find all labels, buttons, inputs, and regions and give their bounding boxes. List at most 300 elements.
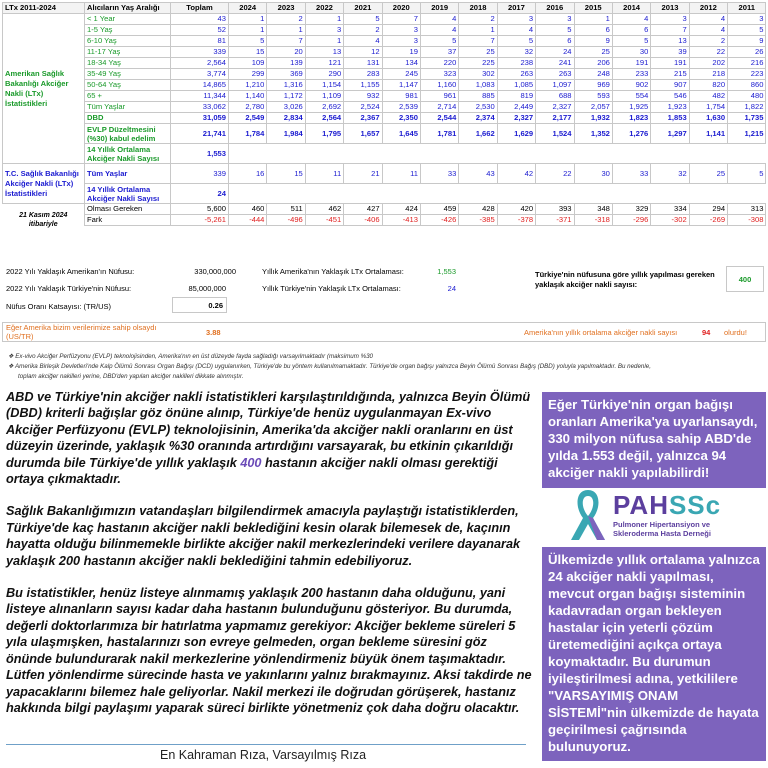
row-label: 65 + [85, 91, 171, 102]
cell-value: 33 [420, 164, 458, 184]
cell-value: 348 [574, 204, 612, 215]
callout-usa-comparison: Eğer Türkiye'nin organ bağışı oranları Amerika'ya uyarlansaydı, 330 milyon nüfusa sahip ABD'de yılda 1.553 değil, yalnızca 94 akciğer nakli yapılabilirdi! [542, 392, 766, 488]
cell-value: 11 [305, 164, 343, 184]
cell-value: 24 [536, 47, 574, 58]
cell-value: 15 [267, 164, 305, 184]
article-paragraph-2: Sağlık Bakanlığımızın vatandaşları bilgilendirmek amacıyla paylaştığı istatistiklerden, Türkiye'de kaç hastanın akciğer nakli beklediğini kesin olarak bilemesek de, kaçının hayatta olduğu bilinmemekle birlikte akciğer nakil merkezlerindeki verilere dayanarak yaklaşık 200 hastanın akciğer nakli beklediğini tahmin edebiliyoruz. [6, 504, 521, 568]
cell-value: 215 [651, 69, 689, 80]
cell-value: 15 [229, 47, 267, 58]
cell-value: 299 [229, 69, 267, 80]
tr-all-label: Tüm Yaşlar [85, 164, 171, 184]
article-body [6, 389, 536, 732]
cell-value: 1 [305, 36, 343, 47]
cell-value: 202 [689, 58, 727, 69]
cell-value: 5 [420, 36, 458, 47]
cell-value: 134 [382, 58, 420, 69]
us-population-value: 330,000,000 [194, 267, 236, 276]
cell-value: 2,834 [267, 113, 305, 124]
cell-value: 1,932 [574, 113, 612, 124]
cell-value: 1,172 [267, 91, 305, 102]
cell-value: 1 [267, 25, 305, 36]
cell-value: 2,692 [305, 102, 343, 113]
diff-label: Fark [85, 215, 171, 226]
year-header: 2018 [459, 3, 497, 14]
cell-value: 1,629 [497, 124, 535, 144]
total-column-header: Toplam [171, 3, 229, 14]
table-row [3, 80, 766, 91]
year-header: 2024 [229, 3, 267, 14]
cell-value: 688 [536, 91, 574, 102]
cell-value: 427 [344, 204, 382, 215]
cell-value: 593 [574, 91, 612, 102]
cell-value: 109 [229, 58, 267, 69]
table-row [3, 69, 766, 80]
table-row [3, 164, 766, 184]
cell-value: 39 [651, 47, 689, 58]
logo-subtitle: Pulmoner Hipertansiyon ve Skleroderma Hasta Derneği [613, 520, 711, 538]
row-total: 11,344 [171, 91, 229, 102]
us-avg-label: 14 Yıllık Ortalama Akciğer Nakli Sayısı [85, 144, 171, 164]
cell-value: 263 [536, 69, 574, 80]
cell-value: 5 [229, 36, 267, 47]
row-label: 18-34 Yaş [85, 58, 171, 69]
cell-value: 4 [420, 25, 458, 36]
cell-value: 3 [382, 25, 420, 36]
cell-value: 819 [497, 91, 535, 102]
cell-value: 1,923 [651, 102, 689, 113]
cell-value: 30 [574, 164, 612, 184]
cell-value: 2,524 [344, 102, 382, 113]
row-label: < 1 Year [85, 14, 171, 25]
row-total: 2,564 [171, 58, 229, 69]
cell-value: 459 [420, 204, 458, 215]
table-row [3, 184, 766, 204]
cell-value: 32 [497, 47, 535, 58]
cell-value: 2,530 [459, 102, 497, 113]
footnote-2: ❖ Amerika Birleşik Devletleri'nde Kalp Ölümü Sonrası Organ Bağışı (DCD) uygulanırken, Türkiye'de bu yöntem kullanılmamaktadır. Türkiye'de organ bağışı yalnızca Beyin Ölümü Sonrası Bağış (DBD) yoluyla yapılmaktadır. Bu nedenle, [8, 363, 651, 370]
cell-value: 482 [689, 91, 727, 102]
pahssc-logo [565, 486, 765, 542]
cell-value: 1,853 [651, 113, 689, 124]
row-total: 31,059 [171, 113, 229, 124]
cell-value: 6 [574, 25, 612, 36]
callout-presumed-consent: Ülkemizde yıllık ortalama yalnızca 24 akciğer nakli yapılması, mevcut organ bağışı sisteminin kadavradan organ bekleyen hastalar için yeterli çözüm üretemediğini açıkça ortaya koymaktadır. Bu durumun iyileştirilmesi adına, yetkililere "VARSAYIMIŞ ONAM SİSTEMİ"nin ülkemizde de hayata geçirilmesi çağrısında bulunuyoruz. [542, 547, 766, 761]
cell-value: 30 [612, 47, 650, 58]
cell-value: 121 [305, 58, 343, 69]
cell-value: 22 [689, 47, 727, 58]
cell-value: 424 [382, 204, 420, 215]
diff-total: -5,261 [171, 215, 229, 226]
cell-value: 206 [574, 58, 612, 69]
cell-value: 19 [382, 47, 420, 58]
cell-value: 2,539 [382, 102, 420, 113]
table-row [3, 25, 766, 36]
cell-value: 2 [344, 25, 382, 36]
cell-value: 223 [728, 69, 766, 80]
us-annual-suffix: olurdu! [724, 328, 747, 337]
date-note: 21 Kasım 2024 itibariyle [19, 212, 68, 229]
table-row [3, 204, 766, 215]
if-value: 3.88 [206, 328, 221, 337]
row-label: 11-17 Yaş [85, 47, 171, 58]
cell-value: 13 [651, 36, 689, 47]
article-paragraph-1: ABD ve Türkiye'nin akciğer nakli istatistikleri karşılaştırıldığında, yalnızca Beyin Ölümü (DBD) kriterli bağışlar göz önüne alınıp, Türkiye'de henüz uygulanmayan Ex-vivo Akciğer Perfüzyonu (EVLP) teknolojisinin, Amerika'da akciğer nakli oranlarını en üst düzeyin üzerinde, yaklaşık %30 oranında artırdığını varsayarak, bu etkinin çıkarıldığı durumda bile Türkiye'de yıllık yaklaşık 400 hastanın akciğer nakli olması gerektiği ortaya çıkmaktadır. [6, 390, 531, 487]
cell-value: -296 [612, 215, 650, 226]
cell-value: 1 [305, 14, 343, 25]
cell-value: 6 [612, 25, 650, 36]
cell-value: 32 [651, 164, 689, 184]
footnote-3: toplam akciğer nakilleri yerine, DBD'den yapılan akciğer nakilleri dikkate alınmıştır. [18, 373, 244, 380]
cell-value: 2,564 [305, 113, 343, 124]
cell-value: 290 [305, 69, 343, 80]
cell-value: 1,141 [689, 124, 727, 144]
cell-value: 241 [536, 58, 574, 69]
cell-value: 1,754 [689, 102, 727, 113]
cell-value: 393 [536, 204, 574, 215]
cell-value: 245 [382, 69, 420, 80]
article-paragraph-3: Bu istatistikler, henüz listeye alınmamış yaklaşık 200 hastanın daha olduğunu, yani listeye alınanların sayısı kadar daha hastanın bulunduğunu gösteriyor. Bu durumda, değerli doktorlarımıza bir hatırlatma yapmamız gerekiyor: Akciğer bekleme süreleri 5 yıla ulaşmışken, hastalarınızı son evreye gelmeden, organ bekleme süresini göz önünde bulundurarak nakil merkezlerine yönlendirmeniz büyük önem taşımaktadır. Lütfen yönlendirme sürecinde hasta ve yakınlarını yalnız bırakmayınız. Aksi takdirde ne yapacaklarını bilemez hale geliyorlar. Nakil merkezi ile doğrudan görüşerek, hastanız hakkında bilgi paylaşımı yaparak süreci birlikte yönetmeniz çok daha doğru olacaktır. [6, 586, 532, 715]
cell-value: 1,160 [420, 80, 458, 91]
cell-value: -413 [382, 215, 420, 226]
cell-value: 1,645 [382, 124, 420, 144]
cell-value: 248 [574, 69, 612, 80]
cell-value: -308 [728, 215, 766, 226]
cell-value: 3 [382, 36, 420, 47]
cell-value: 313 [728, 204, 766, 215]
table-row [3, 144, 766, 164]
cell-value: 216 [728, 58, 766, 69]
cell-value: 7 [651, 25, 689, 36]
need-value: 400 [726, 266, 764, 292]
cell-value: 969 [574, 80, 612, 91]
tr-avg-label: Yıllık Türkiye'nin Yaklaşık LTx Ortalaması: [262, 284, 401, 293]
cell-value: 460 [229, 204, 267, 215]
cell-value: 334 [651, 204, 689, 215]
row-label: Tüm Yaşlar [85, 102, 171, 113]
cell-value: 1 [459, 25, 497, 36]
cell-value: 369 [267, 69, 305, 80]
cell-value: 1,215 [728, 124, 766, 144]
row-total: 52 [171, 25, 229, 36]
cell-value: 885 [459, 91, 497, 102]
us-avg-value: 1,553 [437, 267, 456, 276]
cell-value: 5 [728, 25, 766, 36]
year-header: 2011 [728, 3, 766, 14]
cell-value: 1,925 [612, 102, 650, 113]
cell-value: 2 [689, 36, 727, 47]
cell-value: 2,549 [229, 113, 267, 124]
cell-value: 1,210 [229, 80, 267, 91]
cell-value: -385 [459, 215, 497, 226]
cell-value: 981 [382, 91, 420, 102]
cell-value: 1,097 [536, 80, 574, 91]
cell-value: 428 [459, 204, 497, 215]
tr-avg-value: 24 [447, 284, 456, 293]
cell-value: -269 [689, 215, 727, 226]
cell-value: -451 [305, 215, 343, 226]
should-label: Olması Gereken [85, 204, 171, 215]
cell-value: 1,524 [536, 124, 574, 144]
year-header: 2017 [497, 3, 535, 14]
cell-value: 1,781 [420, 124, 458, 144]
ratio-label: Nüfus Oranı Katsayısı: (TR/US) [6, 302, 112, 311]
cell-value: 21 [344, 164, 382, 184]
cell-value: 420 [497, 204, 535, 215]
cell-value: 1,109 [305, 91, 343, 102]
cell-value: 225 [459, 58, 497, 69]
cell-value: 2 [459, 14, 497, 25]
table-row [3, 102, 766, 113]
cell-value: 302 [459, 69, 497, 80]
row-total: 43 [171, 14, 229, 25]
cell-value: 26 [728, 47, 766, 58]
cell-value: 4 [344, 36, 382, 47]
cell-value: 2,327 [536, 102, 574, 113]
cell-value: 294 [689, 204, 727, 215]
cell-value: 1,984 [267, 124, 305, 144]
evlp-total: 21,741 [171, 124, 229, 144]
cell-value: 4 [689, 14, 727, 25]
table-row [3, 36, 766, 47]
year-header: 2012 [689, 3, 727, 14]
cell-value: 7 [382, 14, 420, 25]
cell-value: 6 [536, 36, 574, 47]
if-label: Eğer Amerika bizim verilerimize sahip olsaydı (US/TR) [6, 323, 157, 341]
cell-value: -378 [497, 215, 535, 226]
cell-value: 1,823 [612, 113, 650, 124]
cell-value: 13 [305, 47, 343, 58]
cell-value: 1,735 [728, 113, 766, 124]
cell-value: 1,147 [382, 80, 420, 91]
cell-value: 1,795 [305, 124, 343, 144]
cell-value: 2,350 [382, 113, 420, 124]
cell-value: 218 [689, 69, 727, 80]
cell-value: 1,662 [459, 124, 497, 144]
cell-value: 33 [612, 164, 650, 184]
cell-value: 462 [305, 204, 343, 215]
year-header: 2020 [382, 3, 420, 14]
cell-value: -426 [420, 215, 458, 226]
cell-value: 907 [651, 80, 689, 91]
cell-value: 1,630 [689, 113, 727, 124]
cell-value: 2,374 [459, 113, 497, 124]
cell-value: 1,276 [612, 124, 650, 144]
table-row [3, 226, 766, 237]
row-label: 35-49 Yaş [85, 69, 171, 80]
divider [6, 744, 526, 745]
tr-population-value: 85,000,000 [188, 284, 226, 293]
cell-value: 4 [420, 14, 458, 25]
tr-all-total: 339 [171, 164, 229, 184]
cell-value: 22 [536, 164, 574, 184]
cell-value: 12 [344, 47, 382, 58]
cell-value: 554 [612, 91, 650, 102]
cell-value: 43 [459, 164, 497, 184]
cell-value: 4 [612, 14, 650, 25]
cell-value: 4 [497, 25, 535, 36]
ratio-value: 0.26 [172, 297, 227, 313]
cell-value: 3 [497, 14, 535, 25]
cell-value: 2,544 [420, 113, 458, 124]
logo-text: PAHSSc [613, 490, 722, 520]
tr-avg-label: 14 Yıllık Ortalama Akciğer Nakli Sayısı [85, 184, 171, 204]
year-header: 2022 [305, 3, 343, 14]
cell-value: 932 [344, 91, 382, 102]
row-label: 50-64 Yaş [85, 80, 171, 91]
us-avg-total: 1,553 [171, 144, 229, 164]
cell-value: 25 [689, 164, 727, 184]
cell-value: 3 [305, 25, 343, 36]
cell-value: 2,367 [344, 113, 382, 124]
us-avg-label: Yıllık Amerika'nın Yaklaşık LTx Ortalaması: [262, 267, 404, 276]
cell-value: 4 [689, 25, 727, 36]
cell-value: 961 [420, 91, 458, 102]
cell-value: 860 [728, 80, 766, 91]
cell-value: 238 [497, 58, 535, 69]
cell-value: 323 [420, 69, 458, 80]
table-row [3, 124, 766, 144]
cell-value: 233 [612, 69, 650, 80]
cell-value: 902 [612, 80, 650, 91]
cell-value: 1,352 [574, 124, 612, 144]
cell-value: 2,327 [497, 113, 535, 124]
year-header: 2023 [267, 3, 305, 14]
cell-value: 16 [229, 164, 267, 184]
table-row [3, 14, 766, 25]
cell-value: 263 [497, 69, 535, 80]
cell-value: -371 [536, 215, 574, 226]
row-label: 1-5 Yaş [85, 25, 171, 36]
row-total: 3,774 [171, 69, 229, 80]
cell-value: 5 [612, 36, 650, 47]
cell-value: 42 [497, 164, 535, 184]
year-header: 2014 [612, 3, 650, 14]
cell-value: 7 [267, 36, 305, 47]
cell-value: 220 [420, 58, 458, 69]
cell-value: 283 [344, 69, 382, 80]
age-column-header: Alıcıların Yaş Aralığı [85, 3, 171, 14]
cell-value: 1,316 [267, 80, 305, 91]
footnote-1: ❖ Ex-vivo Akciğer Perfüzyonu (EVLP) teknolojisinden, Amerika'nın en üst düzeyde fayda sağladığı varsayılmaktadır (maksimum %30 [8, 353, 373, 360]
cell-value: 131 [344, 58, 382, 69]
cell-value: -496 [267, 215, 305, 226]
cell-value: 37 [420, 47, 458, 58]
need-label: Türkiye'nin nüfusuna göre yıllık yapılması gereken yaklaşık akciğer nakli sayısı: [535, 270, 715, 289]
cell-value: 3 [728, 14, 766, 25]
year-header: 2015 [574, 3, 612, 14]
tr-avg-total: 24 [171, 184, 229, 204]
cell-value: 7 [459, 36, 497, 47]
row-label: 6-10 Yaş [85, 36, 171, 47]
caption: En Kahraman Rıza, Varsayılmış Rıza [160, 748, 367, 762]
cell-value: 546 [651, 91, 689, 102]
table-row [3, 113, 766, 124]
cell-value: 1,822 [728, 102, 766, 113]
row-total: 33,062 [171, 102, 229, 113]
cell-value: 480 [728, 91, 766, 102]
cell-value: 1,140 [229, 91, 267, 102]
table-corner: LTx 2011-2024 [3, 3, 85, 14]
cell-value: 2,449 [497, 102, 535, 113]
cell-value: 1,784 [229, 124, 267, 144]
cell-value: 820 [689, 80, 727, 91]
cell-value: -406 [344, 215, 382, 226]
year-header: 2019 [420, 3, 458, 14]
cell-value: 1 [229, 14, 267, 25]
cell-value: 3,026 [267, 102, 305, 113]
year-header: 2021 [344, 3, 382, 14]
year-header: 2016 [536, 3, 574, 14]
cell-value: 139 [267, 58, 305, 69]
tr-population-label: 2022 Yılı Yaklaşık Türkiye'nin Nüfusu: [6, 284, 132, 293]
cell-value: 2 [267, 14, 305, 25]
table-row [3, 215, 766, 226]
evlp-label: EVLP Düzeltmesini (%30) kabul edelim [85, 124, 171, 144]
table-row [3, 91, 766, 102]
cell-value: -302 [651, 215, 689, 226]
us-annual-value: 94 [702, 328, 711, 337]
row-label: DBD [85, 113, 171, 124]
cell-value: 1,155 [344, 80, 382, 91]
cell-value: 9 [574, 36, 612, 47]
us-group-label: Amerikan Sağlık Bakanlığı Akciğer Nakli (LTx) İstatistikleri [3, 14, 85, 164]
cell-value: 11 [382, 164, 420, 184]
cell-value: 9 [728, 36, 766, 47]
row-total: 339 [171, 47, 229, 58]
cell-value: 1,154 [305, 80, 343, 91]
ltx-statistics-table [2, 2, 766, 237]
cell-value: 3 [651, 14, 689, 25]
cell-value: 1,083 [459, 80, 497, 91]
should-total: 5,600 [171, 204, 229, 215]
cell-value: 5 [728, 164, 766, 184]
cell-value: 2,177 [536, 113, 574, 124]
cell-value: 1,085 [497, 80, 535, 91]
year-header: 2013 [651, 3, 689, 14]
row-total: 14,865 [171, 80, 229, 91]
us-population-label: 2022 Yılı Yaklaşık Amerikan'ın Nüfusu: [6, 267, 135, 276]
cell-value: 20 [267, 47, 305, 58]
awareness-ribbon-icon [565, 486, 611, 542]
table-row [3, 47, 766, 58]
cell-value: 1,657 [344, 124, 382, 144]
cell-value: 2,714 [420, 102, 458, 113]
table-row [3, 58, 766, 69]
cell-value: 5 [536, 25, 574, 36]
us-annual-label: Amerika'nın yıllık ortalama akciğer nakli sayısı [524, 328, 678, 337]
cell-value: 2,780 [229, 102, 267, 113]
highlight-number: 400 [240, 455, 262, 470]
cell-value: 25 [459, 47, 497, 58]
cell-value: -444 [229, 215, 267, 226]
cell-value: 1 [229, 25, 267, 36]
cell-value: 329 [612, 204, 650, 215]
cell-value: 1,297 [651, 124, 689, 144]
cell-value: 1 [574, 14, 612, 25]
table-row [3, 3, 766, 14]
cell-value: 5 [497, 36, 535, 47]
tr-group-label: T.C. Sağlık Bakanlığı Akciğer Nakli (LTx) İstatistikleri [3, 164, 85, 204]
row-total: 81 [171, 36, 229, 47]
cell-value: 511 [267, 204, 305, 215]
cell-value: 5 [344, 14, 382, 25]
cell-value: 2,057 [574, 102, 612, 113]
cell-value: 191 [612, 58, 650, 69]
cell-value: 25 [574, 47, 612, 58]
cell-value: 191 [651, 58, 689, 69]
cell-value: 3 [536, 14, 574, 25]
cell-value: -318 [574, 215, 612, 226]
